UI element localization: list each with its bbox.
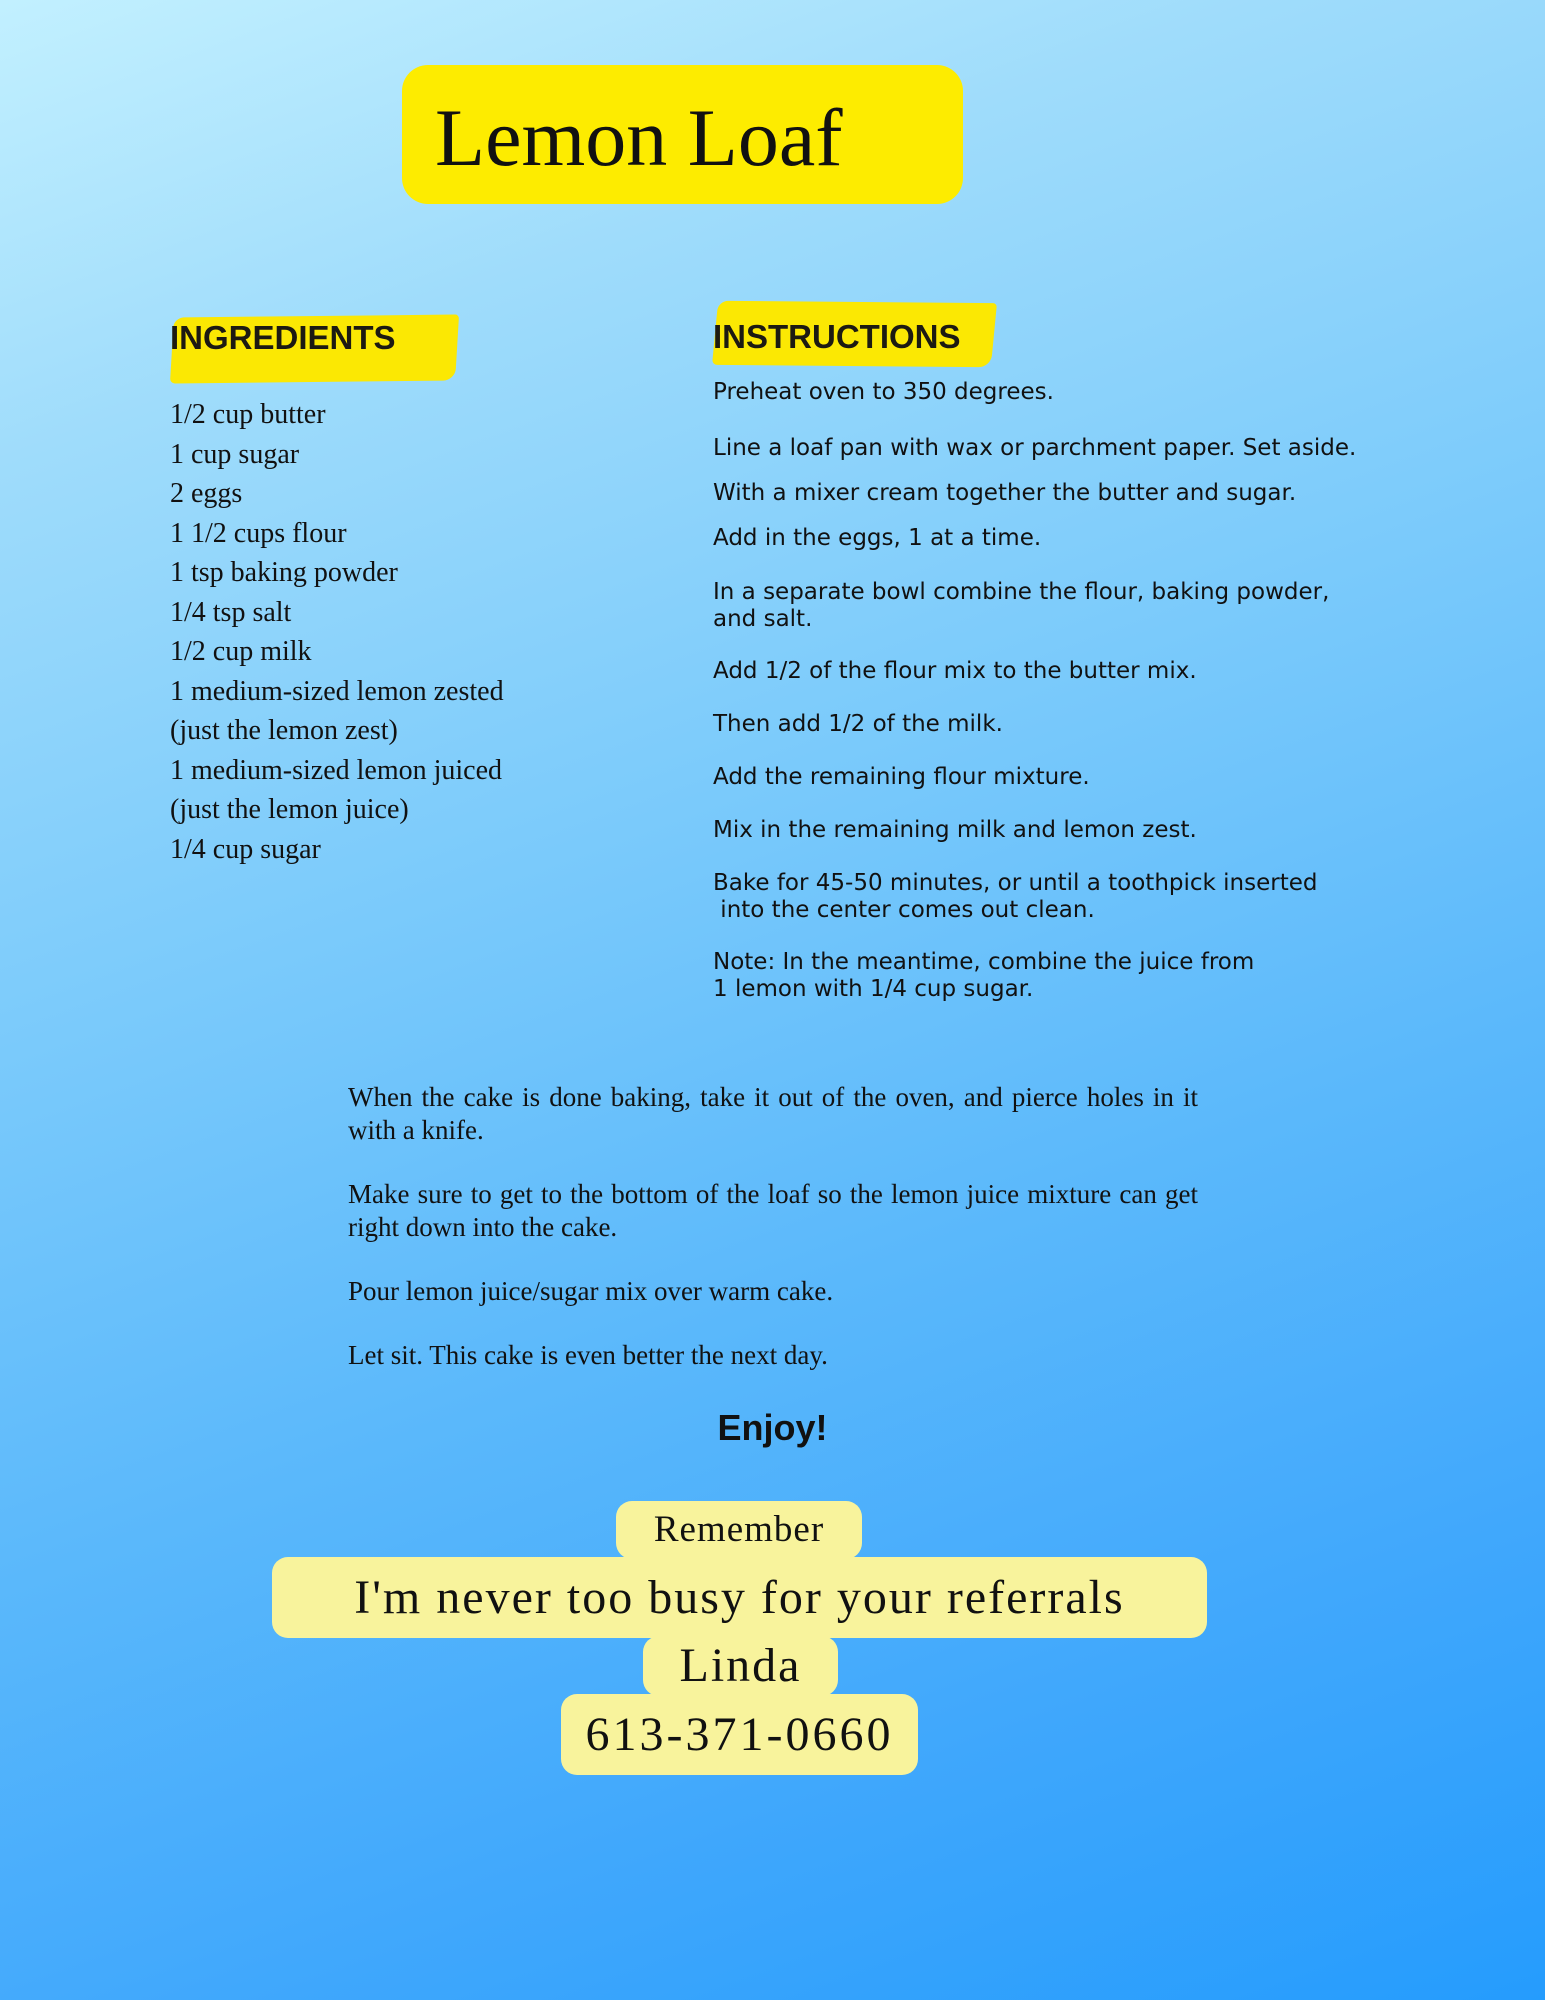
ingredient-item: 1 medium-sized lemon zested	[170, 675, 504, 707]
instruction-step	[713, 379, 1054, 406]
instruction-line: Add 1/2 of the flour mix to the butter mix.	[713, 658, 1197, 684]
instruction-step	[713, 658, 1197, 685]
ingredient-item: 1/2 cup milk	[170, 636, 312, 667]
closing-paragraph: Let sit. This cake is even better the next day.	[348, 1340, 828, 1370]
instruction-line: Line a loaf pan with wax or parchment paper. Set aside.	[713, 435, 1357, 461]
instruction-line: into the center comes out clean.	[713, 897, 1095, 923]
ingredient-item: (just the lemon zest)	[170, 715, 398, 746]
remember-label: Remember	[616, 1501, 862, 1559]
closing-paragraph: When the cake is done baking, take it out of the oven, and pierce holes in it with a knife.	[348, 1082, 1198, 1145]
instructions-heading: INSTRUCTIONS	[713, 318, 961, 355]
ingredient-item: 1 tsp baking powder	[170, 557, 398, 588]
instruction-line: In a separate bowl combine the flour, baking powder,	[713, 579, 1330, 605]
instruction-line: Bake for 45-50 minutes, or until a toothpick inserted	[713, 870, 1318, 896]
ingredient-item: 2 eggs	[170, 478, 243, 509]
instruction-line: Then add 1/2 of the milk.	[713, 711, 1003, 737]
instruction-line: Add in the eggs, 1 at a time.	[713, 525, 1042, 551]
instruction-line: Add the remaining flour mixture.	[713, 764, 1090, 790]
instruction-line: 1 lemon with 1/4 cup sugar.	[713, 976, 1034, 1002]
ingredients-heading: INGREDIENTS	[170, 319, 396, 356]
instruction-line: Mix in the remaining milk and lemon zest.	[713, 817, 1197, 843]
instruction-step	[713, 711, 1003, 738]
ingredient-item: 1 1/2 cups flour	[170, 517, 347, 549]
enjoy-text: Enjoy!	[717, 1407, 828, 1448]
instruction-step	[713, 579, 1329, 633]
instruction-line: Note: In the meantime, combine the juice from	[713, 949, 1255, 975]
instruction-step	[713, 870, 1318, 924]
ingredient-item: 1/2 cup butter	[170, 399, 326, 430]
ingredient-item: 1 medium-sized lemon juiced	[170, 754, 503, 786]
instruction-line: With a mixer cream together the butter and sugar.	[713, 480, 1297, 506]
ingredient-item: 1/4 tsp salt	[170, 596, 292, 628]
ingredient-item: 1/4 cup sugar	[170, 833, 321, 865]
phone-number: 613-371-0660	[561, 1694, 918, 1775]
recipe-title: Lemon Loaf	[435, 92, 843, 183]
closing-paragraph: Pour lemon juice/sugar mix over warm cake.	[348, 1276, 834, 1306]
instruction-step	[713, 817, 1197, 844]
ingredient-item: (just the lemon juice)	[170, 794, 409, 825]
agent-name: Linda	[643, 1636, 838, 1696]
referrals-message: I'm never too busy for your referrals	[272, 1557, 1207, 1638]
ingredient-item: 1 cup sugar	[170, 438, 300, 470]
instruction-step	[713, 435, 1356, 462]
instruction-line: Preheat oven to 350 degrees.	[713, 379, 1054, 405]
instruction-step	[713, 525, 1041, 552]
ingredients-list	[170, 395, 504, 869]
instruction-line: and salt.	[713, 606, 813, 632]
instruction-step	[713, 764, 1090, 791]
closing-paragraph: Make sure to get to the bottom of the loaf so the lemon juice mixture can get right down into the cake.	[348, 1179, 1198, 1242]
instruction-step	[713, 949, 1254, 1003]
instruction-step	[713, 480, 1296, 507]
